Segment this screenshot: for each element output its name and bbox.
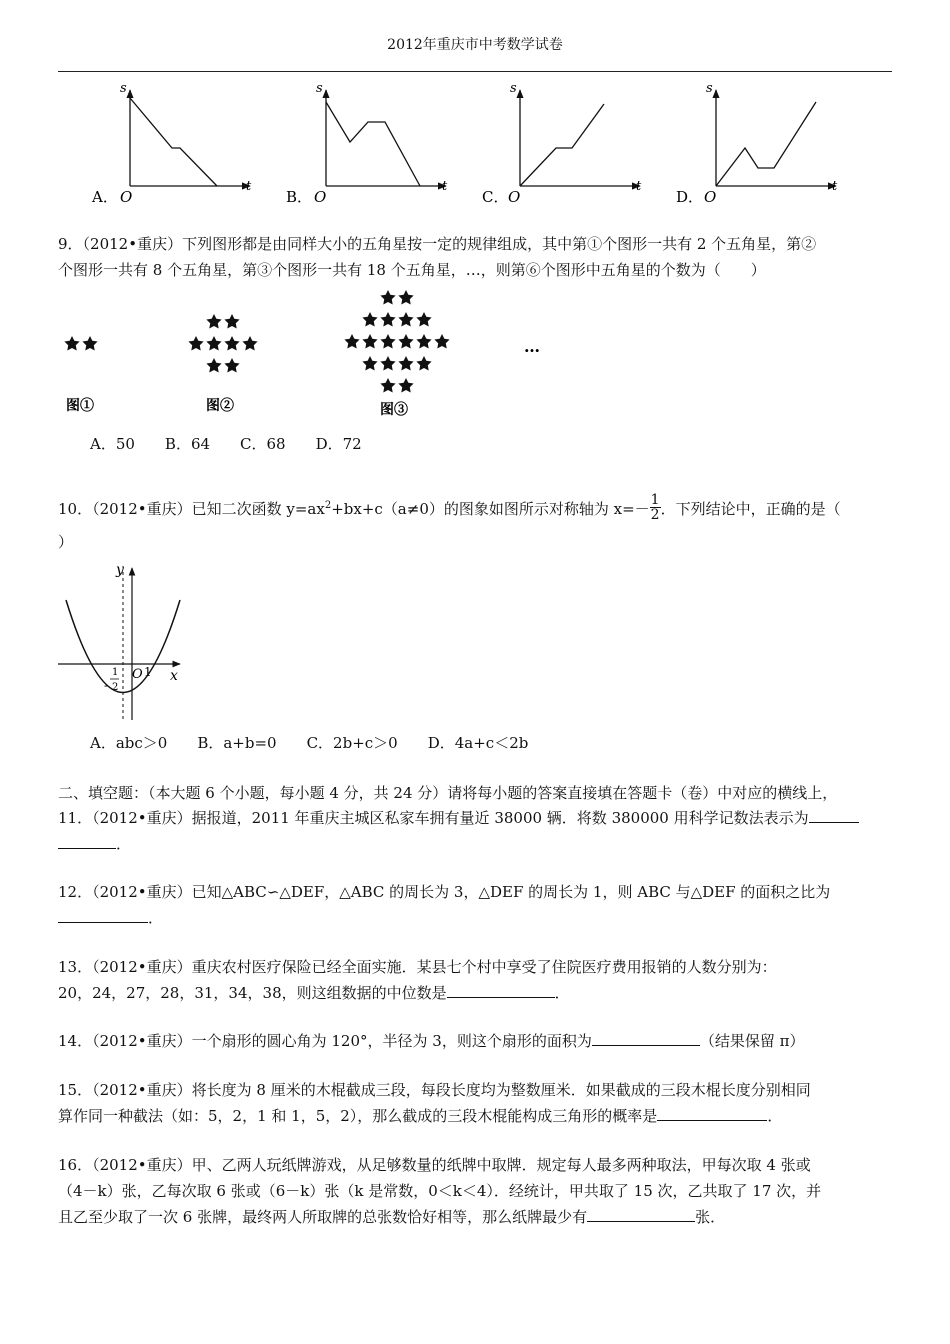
q9-line-1: 9．（2012•重庆）下列图形都是由同样大小的五角星按一定的规律组成，其中第①个图形一共有 2 个五角星，第② (58, 235, 817, 253)
q10-text-before: 10．（2012•重庆）已知二次函数 y=ax (58, 500, 325, 518)
q13-end: ． (554, 984, 570, 1002)
q14-text: 14．（2012•重庆）一个扇形的圆心角为 120°，半径为 3，则这个扇形的面积为 (58, 1032, 592, 1050)
q13-line-2 (58, 981, 908, 1005)
q12-end: ． (148, 909, 164, 927)
q16-line-3 (58, 1205, 908, 1229)
q16-line-2: （4－k）张，乙每次取 6 张或（6－k）张（k 是常数，0＜k＜4）．经统计，甲共取了 15 次，乙共取了 17 次，并 (58, 1182, 822, 1200)
q10-options: A．abc＞0 B．a+b=0 C．2b+c＞0 D．4a+c＜2b (90, 734, 529, 752)
q9-fig-label-1: 图① (66, 398, 94, 414)
q13-answer-blank[interactable] (447, 983, 555, 998)
q9-line-2: 个图形一共有 8 个五角星，第③个图形一共有 18 个五角星，…，则第⑥个图形中五角星的个数为（ ） (58, 261, 766, 279)
q10-one: 1 (144, 665, 152, 679)
q16-text: 且乙至少取了一次 6 张牌，最终两人所取牌的总张数恰好相等，那么纸牌最少有 (58, 1208, 588, 1226)
q10-graph-den: 2 (112, 682, 119, 693)
q9-options: A．50 B．64 C．68 D．72 (90, 435, 362, 453)
q10-x-label: x (170, 668, 178, 684)
q8-graph-b (286, 81, 448, 206)
q8-d-origin: O (704, 188, 717, 206)
q9-fig-label-3: 图③ (380, 402, 408, 418)
q10-minus: － (634, 500, 650, 518)
q10-y-label: y (116, 562, 124, 578)
q10-neg: - (104, 679, 108, 692)
q16-line-1: 16．（2012•重庆）甲、乙两人玩纸牌游戏，从足够数量的纸牌中取牌．规定每人最多两种取法，甲每次取 4 张或 (58, 1156, 811, 1174)
q8-graph-d (676, 81, 838, 206)
q8-b-origin: O (314, 188, 327, 206)
q14-line-1 (58, 1029, 908, 1053)
q12-line-2 (58, 906, 908, 930)
q11-line-1 (58, 806, 908, 830)
q14-end: （结果保留 π） (699, 1032, 805, 1050)
q9-figure-2 (188, 314, 257, 372)
q8-graph-a (91, 81, 252, 206)
q10-frac-num: 1 (650, 491, 660, 508)
q10-sup: 2 (324, 500, 332, 511)
q8-a-s-label: s (120, 81, 127, 96)
q15-line-2 (58, 1104, 908, 1128)
q8-c-t-label: t (636, 179, 642, 194)
q9-star-figures (58, 282, 558, 422)
q8-a-origin: O (120, 188, 133, 206)
header-divider (58, 71, 892, 72)
q15-text: 算作同一种截法（如：5，2，1 和 1，5，2），那么截成的三段木棍能构成三角形的概率是 (58, 1107, 658, 1125)
q11-line-2 (58, 832, 908, 856)
q9-fig-label-2: 图② (206, 398, 234, 414)
q8-d-s-label: s (706, 81, 713, 96)
q12-line-1: 12．（2012•重庆）已知△ABC∽△DEF，△ABC 的周长为 3，△DEF 的周长为 1，则 ABC 与△DEF 的面积之比为 (58, 883, 831, 901)
q8-graph-c (482, 81, 642, 206)
q8-graph-a-curve (130, 98, 217, 186)
q10-frac-den: 2 (650, 506, 660, 523)
q8-c-origin: O (508, 188, 521, 206)
q10-fraction (650, 493, 661, 522)
q15-end: ． (767, 1107, 783, 1125)
q16-end: 张． (695, 1208, 726, 1226)
q8-graph-c-curve (520, 104, 604, 186)
q11-end: ． (116, 835, 132, 853)
section2-heading: 二、填空题：（本大题 6 个小题，每小题 4 分，共 24 分）请将每小题的答案直接填在答题卡（卷）中对应的横线上， (58, 784, 838, 802)
q10-line-1 (58, 491, 908, 523)
q8-option-c: C． (482, 188, 509, 206)
q8-b-t-label: t (442, 179, 448, 194)
q10-text-after: ．下列结论中，正确的是（ (660, 500, 841, 518)
q9-ellipsis: … (524, 337, 540, 356)
q8-option-a: A． (92, 188, 118, 206)
q13-line-1: 13．（2012•重庆）重庆农村医疗保险已经全面实施．某县七个村中享受了住院医疗费用报销的人数分别为： (58, 958, 777, 976)
q9-figure-1 (64, 336, 97, 350)
q8-graphs (80, 78, 900, 208)
q12-answer-blank[interactable] (58, 908, 148, 923)
q8-graph-d-curve (716, 102, 816, 186)
q8-b-s-label: s (316, 81, 323, 96)
q11-answer-blank[interactable] (809, 808, 859, 823)
page-header-title: 2012年重庆市中考数学试卷 (387, 37, 563, 53)
q9-figure-3 (344, 290, 449, 392)
q15-line-1: 15．（2012•重庆）将长度为 8 厘米的木棍截成三段，每段长度均为整数厘米．如果截成的三段木棍长度分别相同 (58, 1081, 811, 1099)
q14-answer-blank[interactable] (592, 1031, 700, 1046)
q10-text-mid: +bx+c（a≠0）的图象如图所示对称轴为 x= (331, 500, 635, 518)
q11-text: 11．（2012•重庆）据报道，2011 年重庆主城区私家车拥有量近 38000 辆．将数 380000 用科学记数法表示为 (58, 809, 809, 827)
q8-a-t-label: t (246, 179, 252, 194)
q8-option-b: B． (286, 188, 313, 206)
q15-answer-blank[interactable] (657, 1106, 767, 1121)
q11-answer-blank-cont[interactable] (58, 834, 116, 849)
q16-answer-blank[interactable] (587, 1207, 695, 1222)
q10-line-2: ） (58, 533, 74, 551)
q8-graph-b-curve (326, 102, 420, 186)
q13-text: 20，24，27，28，31，34，38，则这组数据的中位数是 (58, 984, 447, 1002)
q8-d-t-label: t (832, 179, 838, 194)
q8-option-d: D． (676, 188, 704, 206)
q10-parabola-graph (56, 560, 196, 722)
q10-origin: O (132, 667, 143, 682)
q10-graph-num: 1 (112, 667, 119, 678)
q8-c-s-label: s (510, 81, 517, 96)
